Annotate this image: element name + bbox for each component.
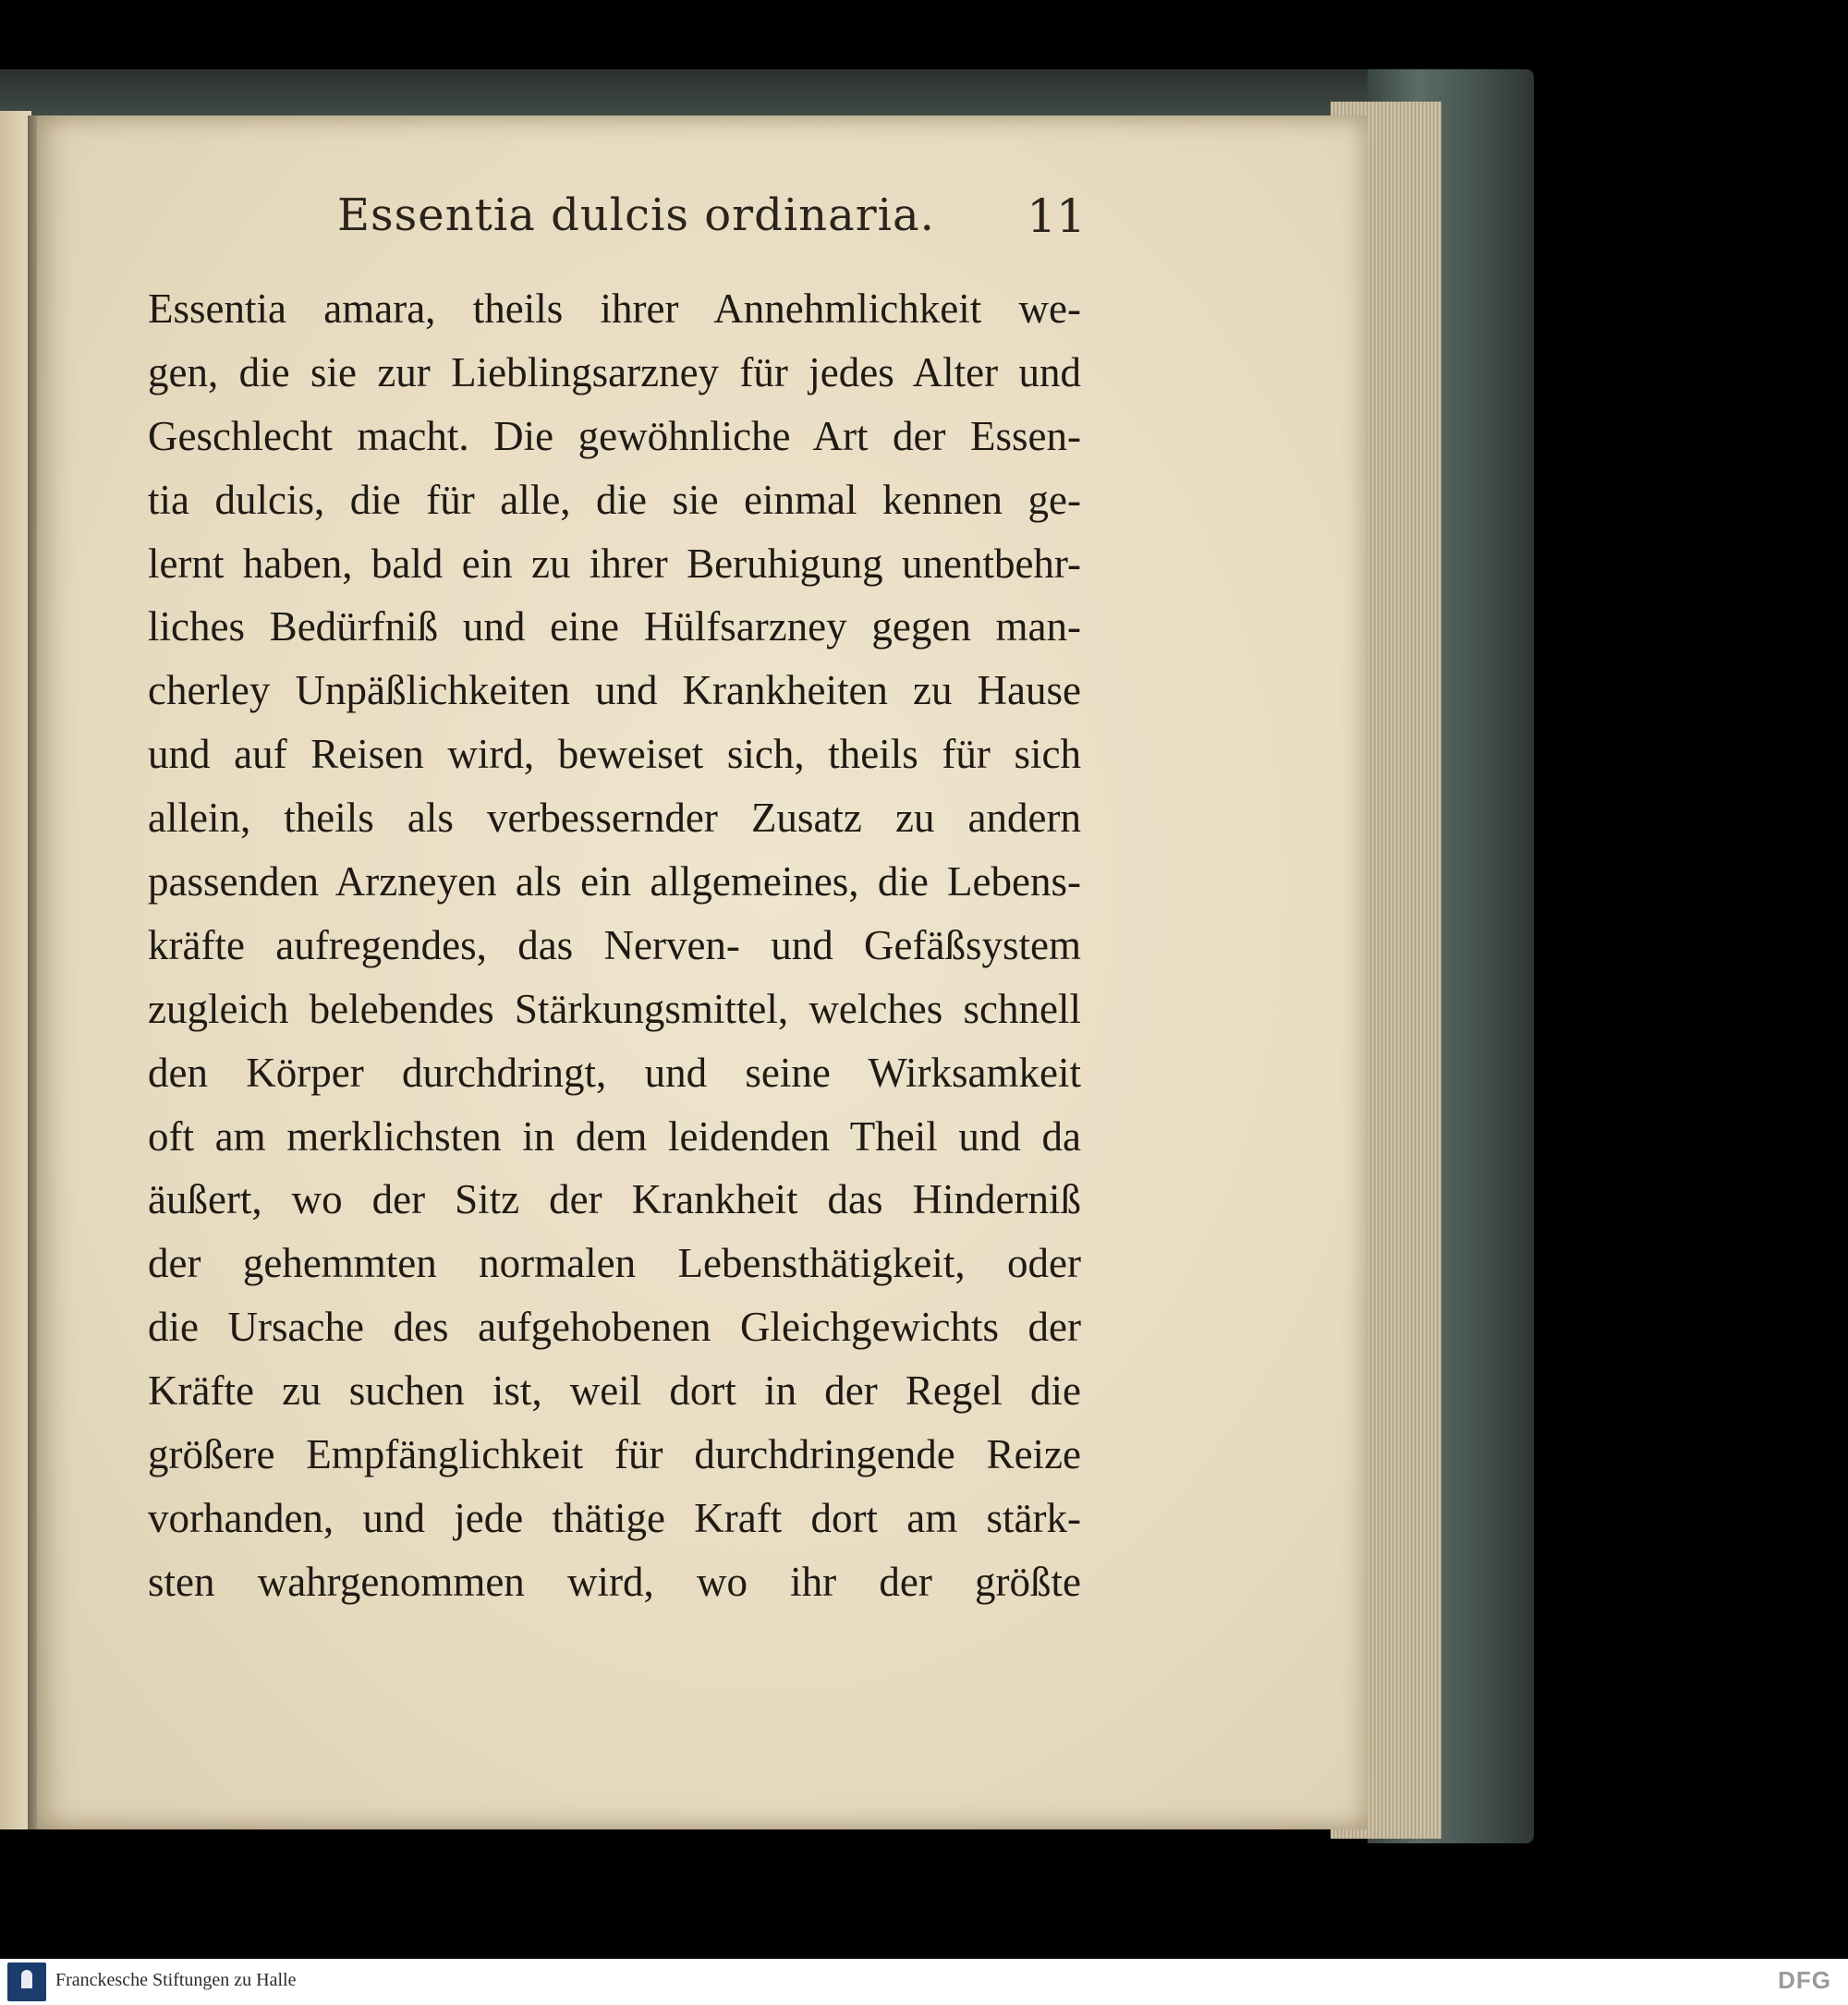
text-line: lernt haben, bald ein zu ihrer Beruhigung unentbehr- (148, 540, 1081, 587)
text-line: vorhanden, und jede thätige Kraft dort am stärk- (148, 1494, 1081, 1541)
text-line: gen, die sie zur Lieblingsarzney für jedes Alter und (148, 348, 1081, 395)
page-number: 11 (1027, 189, 1086, 243)
institution-logo-icon (7, 1962, 46, 2001)
text-line: allein, theils als verbessernder Zusatz zu andern (148, 795, 1081, 842)
text-line: tia dulcis, die für alle, die sie einmal kennen ge- (148, 476, 1081, 523)
text-line: die Ursache des aufgehobenen Gleichgewichts der (148, 1304, 1081, 1351)
running-head (337, 189, 1086, 254)
text-line: kräfte aufregendes, das Nerven- und Gefäßsystem (148, 921, 1081, 968)
text-line: den Körper durchdringt, und seine Wirksamkeit (148, 1049, 1081, 1096)
facing-page-edge (0, 111, 31, 1829)
text-line: liches Bedürfniß und eine Hülfsarzney gegen man- (148, 603, 1081, 650)
body-text (148, 277, 1081, 1614)
text-line: äußert, wo der Sitz der Krankheit das Hinderniß (148, 1176, 1081, 1223)
text-line: und auf Reisen wird, beweiset sich, theils für sich (148, 731, 1081, 778)
text-line: Kräfte zu suchen ist, weil dort in der Regel die (148, 1367, 1081, 1415)
text-line: oft am merklichsten in dem leidenden Theil und da (148, 1112, 1081, 1160)
text-line: größere Empfänglichkeit für durchdringende Reize (148, 1431, 1081, 1478)
text-line: Geschlecht macht. Die gewöhnliche Art der Essen- (148, 412, 1081, 459)
running-title: Essentia dulcis ordinaria. (337, 189, 935, 241)
text-line: zugleich belebendes Stärkungsmittel, welches schnell (148, 985, 1081, 1032)
dfg-logo: DFG (1778, 1966, 1831, 1994)
text-line: cherley Unpäßlichkeiten und Krankheiten zu Hause (148, 667, 1081, 714)
institution-name: Franckesche Stiftungen zu Halle (55, 1970, 297, 1990)
viewer-footer (0, 1959, 1848, 2005)
text-line: sten wahrgenommen wird, wo ihr der größte (148, 1558, 1081, 1605)
text-line: der gehemmten normalen Lebensthätigkeit, oder (148, 1240, 1081, 1287)
text-line: Essentia amara, theils ihrer Annehmlichkeit we- (148, 286, 1081, 332)
text-line: passenden Arzneyen als ein allgemeines, die Lebens- (148, 858, 1081, 905)
